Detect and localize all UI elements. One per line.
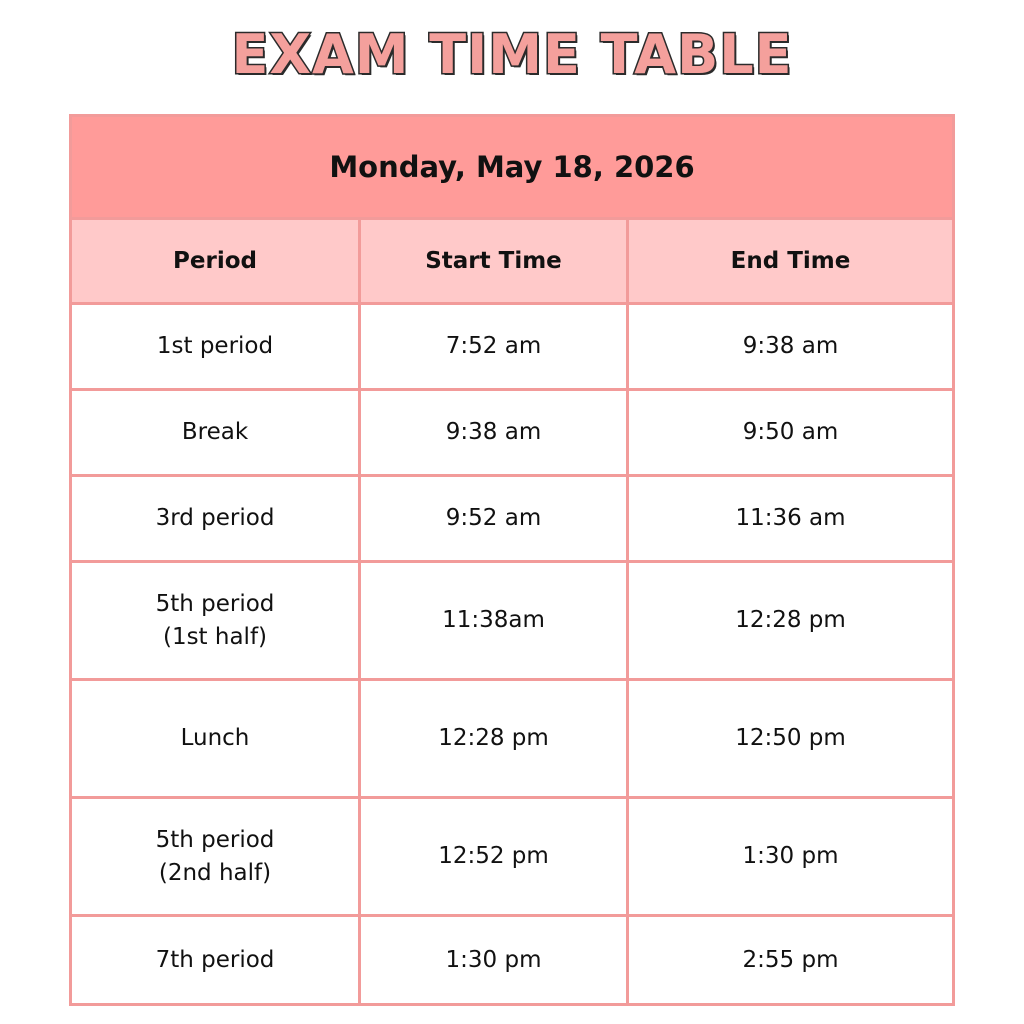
end-time-cell: 9:50 am	[629, 391, 952, 477]
page-title: EXAM TIME TABLE	[231, 23, 793, 86]
end-time-cell: 1:30 pm	[629, 799, 952, 917]
period-cell: 5th period (2nd half)	[72, 799, 361, 917]
end-time-cell: 11:36 am	[629, 477, 952, 563]
date-header: Monday, May 18, 2026	[72, 117, 952, 220]
timetable	[69, 114, 955, 1006]
period-cell: 3rd period	[72, 477, 361, 563]
table-row	[72, 917, 952, 1003]
column-header-row	[72, 220, 952, 305]
end-time-cell: 9:38 am	[629, 305, 952, 391]
period-cell: 1st period	[72, 305, 361, 391]
table-row	[72, 477, 952, 563]
column-header-end-time: End Time	[629, 220, 952, 305]
period-cell: 7th period	[72, 917, 361, 1003]
start-time-cell: 12:52 pm	[361, 799, 629, 917]
period-cell: Break	[72, 391, 361, 477]
start-time-cell: 1:30 pm	[361, 917, 629, 1003]
table-row	[72, 563, 952, 681]
table-row	[72, 681, 952, 799]
start-time-cell: 7:52 am	[361, 305, 629, 391]
start-time-cell: 9:52 am	[361, 477, 629, 563]
end-time-cell: 12:28 pm	[629, 563, 952, 681]
start-time-cell: 9:38 am	[361, 391, 629, 477]
end-time-cell: 12:50 pm	[629, 681, 952, 799]
period-cell: Lunch	[72, 681, 361, 799]
period-cell: 5th period (1st half)	[72, 563, 361, 681]
table-row	[72, 799, 952, 917]
column-header-period: Period	[72, 220, 361, 305]
table-row	[72, 305, 952, 391]
column-header-start-time: Start Time	[361, 220, 629, 305]
table-row	[72, 391, 952, 477]
end-time-cell: 2:55 pm	[742, 946, 839, 973]
start-time-cell: 12:28 pm	[361, 681, 629, 799]
start-time-cell: 11:38am	[361, 563, 629, 681]
